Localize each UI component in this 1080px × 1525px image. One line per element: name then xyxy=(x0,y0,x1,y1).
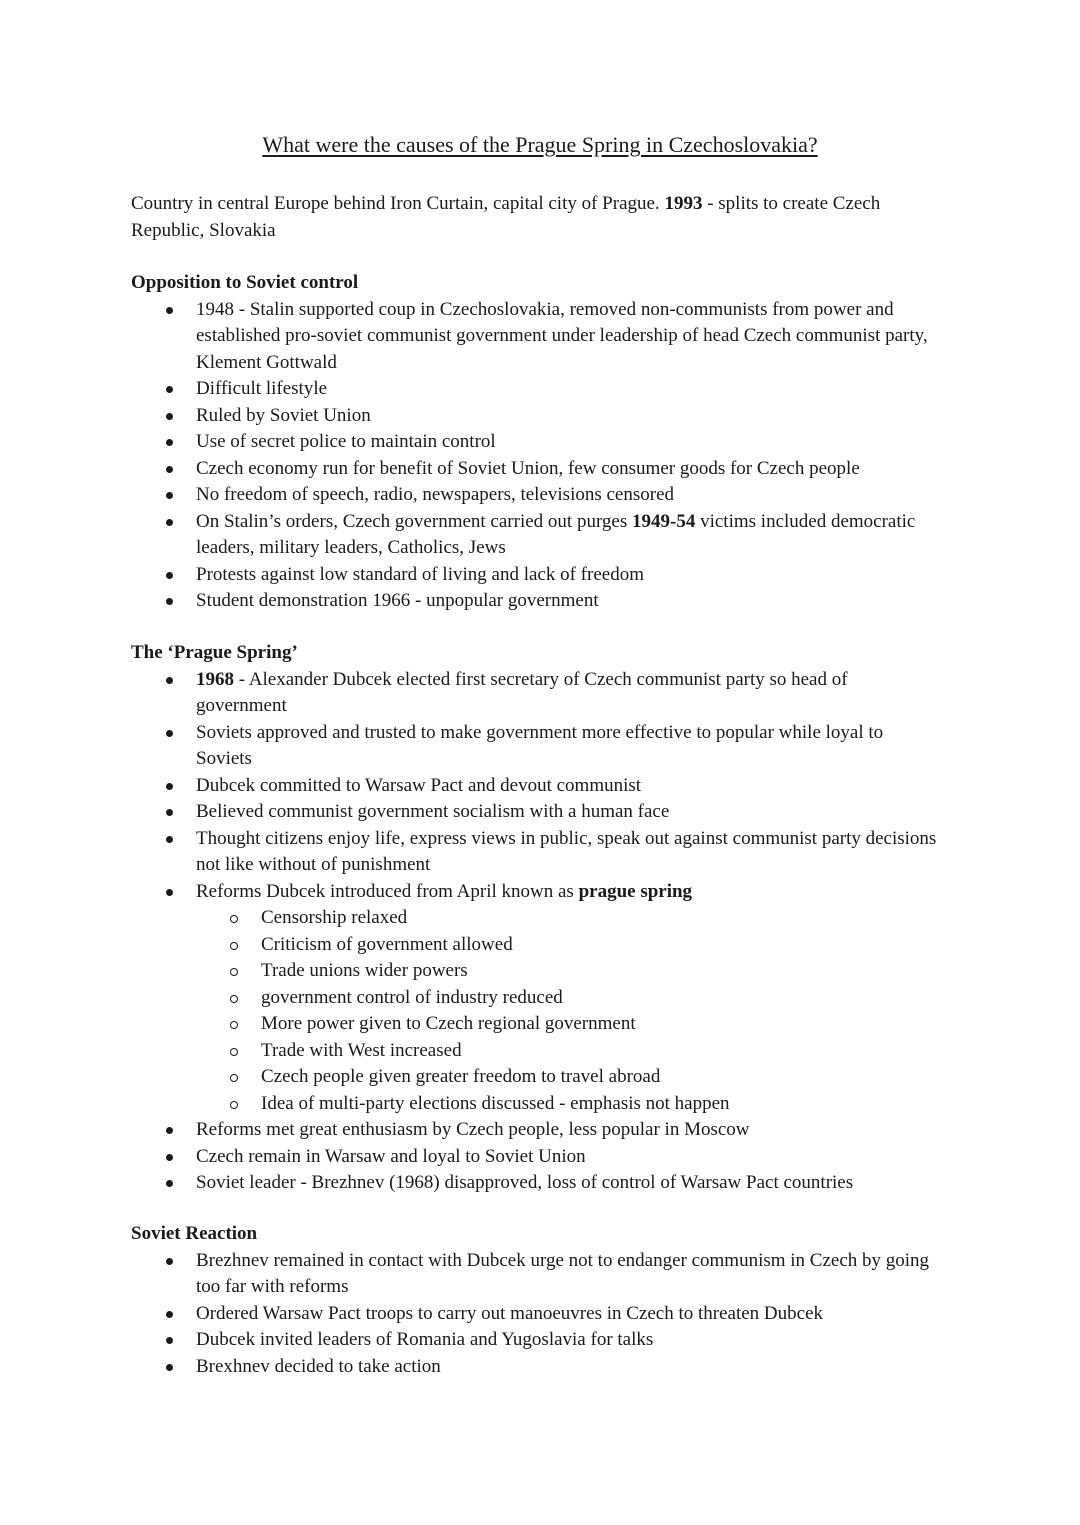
list-item: Difficult lifestyle xyxy=(196,376,941,403)
list-item: Protests against low standard of living and lack of freedom xyxy=(196,562,941,589)
list-item xyxy=(196,667,941,720)
list-item: Reforms met great enthusiasm by Czech people, less popular in Moscow xyxy=(196,1117,941,1144)
sub-list-item: Censorship relaxed xyxy=(261,905,941,932)
list-item: Student demonstration 1966 - unpopular government xyxy=(196,588,941,615)
list-item: Ruled by Soviet Union xyxy=(196,403,941,430)
list-item: Use of secret police to maintain control xyxy=(196,429,941,456)
list-item: Soviet leader - Brezhnev (1968) disapproved, loss of control of Warsaw Pact countries xyxy=(196,1170,941,1197)
list-item xyxy=(196,509,941,562)
intro-year: 1993 xyxy=(664,193,703,214)
list-item: Believed communist government socialism with a human face xyxy=(196,799,941,826)
list-item: Ordered Warsaw Pact troops to carry out manoeuvres in Czech to threaten Dubcek xyxy=(196,1301,941,1328)
list-item: Czech remain in Warsaw and loyal to Soviet Union xyxy=(196,1144,941,1171)
sub-list-item: Trade unions wider powers xyxy=(261,958,941,985)
list-item: No freedom of speech, radio, newspapers, televisions censored xyxy=(196,482,941,509)
list-item: Brexhnev decided to take action xyxy=(196,1354,941,1381)
sub-list-item: Trade with West increased xyxy=(261,1038,941,1065)
purges-years: 1949-54 xyxy=(632,510,696,532)
year-1968: 1968 xyxy=(196,668,234,690)
list-item xyxy=(196,879,941,1118)
purges-text-a: On Stalin’s orders, Czech government carried out purges xyxy=(196,510,633,532)
section-prague-spring xyxy=(131,640,941,1197)
section-opposition xyxy=(131,270,941,615)
list-item-text: - Alexander Dubcek elected first secretary of Czech communist party so head of government xyxy=(196,668,848,716)
section-soviet-reaction xyxy=(131,1221,941,1380)
reforms-bold: prague spring xyxy=(578,880,693,902)
bullet-list xyxy=(131,667,941,1197)
sub-list-item: More power given to Czech regional government xyxy=(261,1011,941,1038)
sub-list-item: Criticism of government allowed xyxy=(261,932,941,959)
list-item: Dubcek invited leaders of Romania and Yugoslavia for talks xyxy=(196,1327,941,1354)
list-item: Brezhnev remained in contact with Dubcek urge not to endanger communism in Czech by going too far with reforms xyxy=(196,1248,941,1301)
intro-text-a: Country in central Europe behind Iron Curtain, capital city of Prague. xyxy=(131,193,665,214)
list-item: 1948 - Stalin supported coup in Czechoslovakia, removed non-communists from power and established pro-soviet communist government under leadership of head Czech communist party, Klement Gottwald xyxy=(196,297,941,377)
sub-list-item: Czech people given greater freedom to travel abroad xyxy=(261,1064,941,1091)
list-item: Czech economy run for benefit of Soviet Union, few consumer goods for Czech people xyxy=(196,456,941,483)
intro-text-b: - splits to create Czech Republic, Slovakia xyxy=(131,193,881,241)
section-heading: Soviet Reaction xyxy=(131,1223,258,1244)
bullet-list xyxy=(131,1248,941,1381)
sub-list-item: Idea of multi-party elections discussed - emphasis not happen xyxy=(261,1091,941,1118)
page-title: What were the causes of the Prague Spring in Czechoslovakia? xyxy=(262,132,818,157)
purges-text-b: victims included democratic leaders, military leaders, Catholics, Jews xyxy=(196,510,916,558)
section-heading: Opposition to Soviet control xyxy=(131,272,359,293)
sub-list-item: government control of industry reduced xyxy=(261,985,941,1012)
sub-list xyxy=(196,905,941,1117)
intro-paragraph xyxy=(131,191,941,244)
list-item: Soviets approved and trusted to make government more effective to popular while loyal to Soviets xyxy=(196,720,941,773)
section-heading: The ‘Prague Spring’ xyxy=(131,642,298,663)
bullet-list xyxy=(131,297,941,615)
reforms-text: Reforms Dubcek introduced from April known as xyxy=(196,880,579,902)
list-item: Dubcek committed to Warsaw Pact and devout communist xyxy=(196,773,941,800)
list-item: Thought citizens enjoy life, express views in public, speak out against communist party decisions not like without of punishment xyxy=(196,826,941,879)
